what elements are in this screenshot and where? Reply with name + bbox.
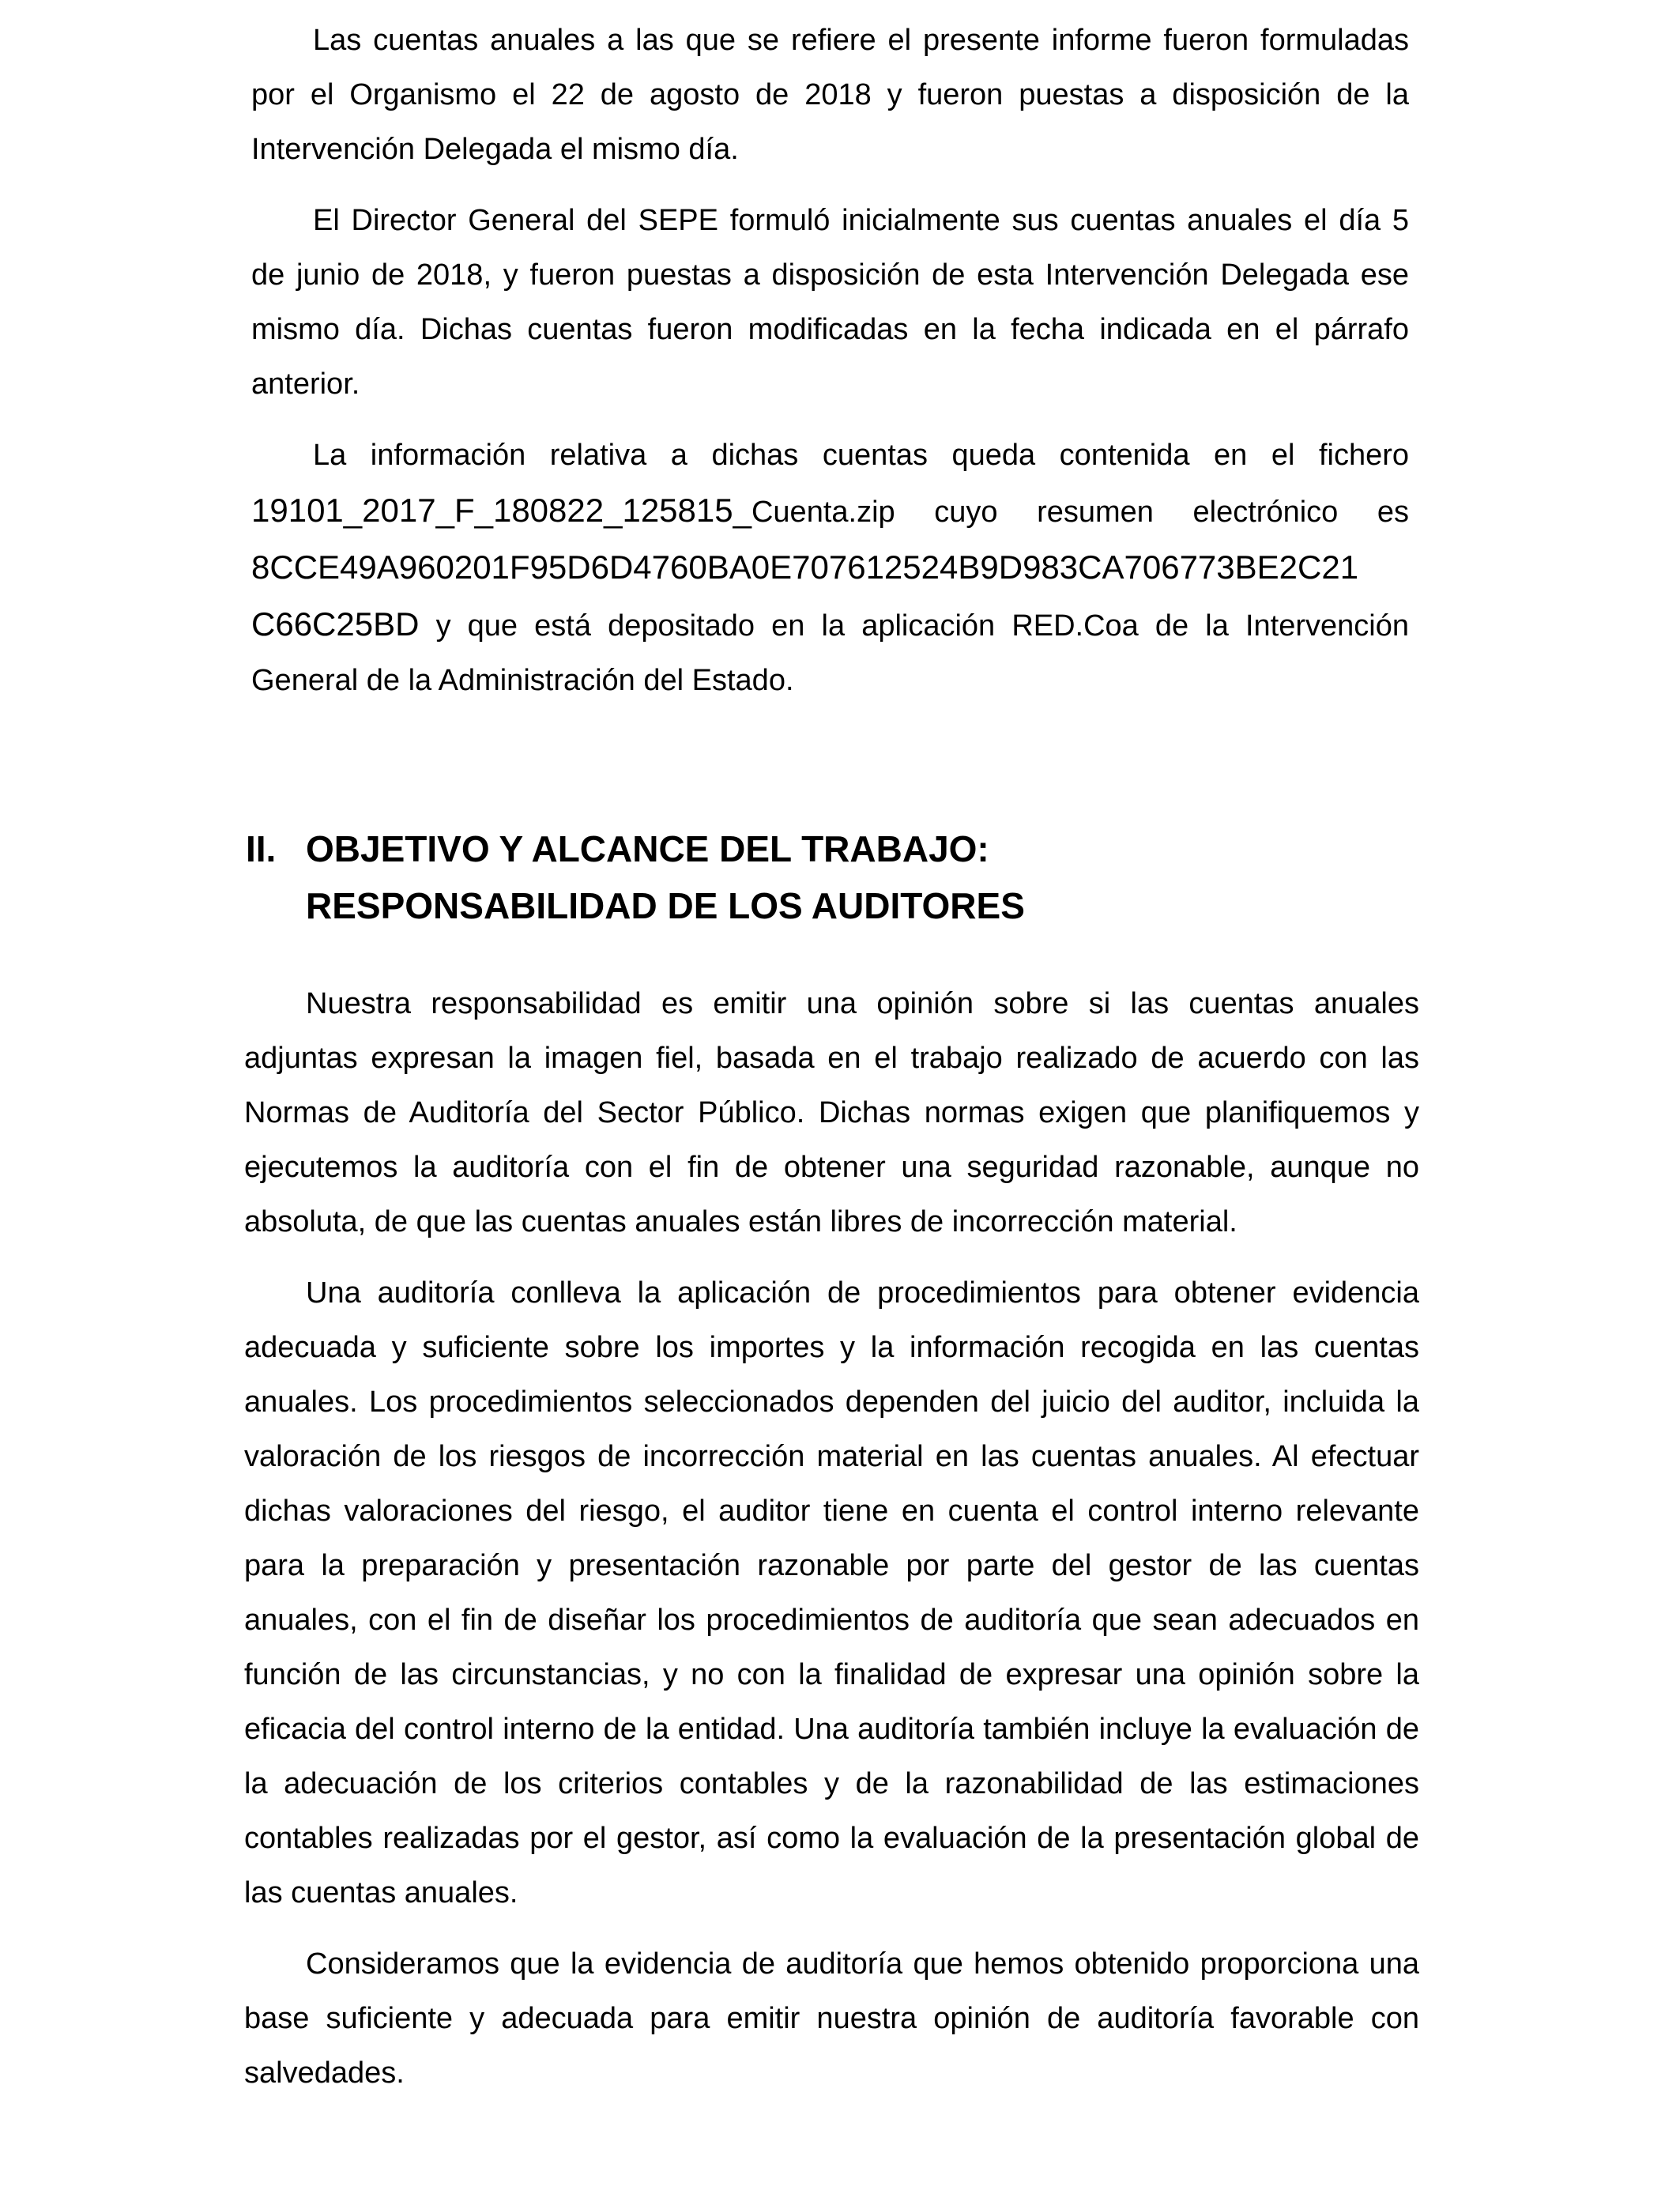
- bottom-paragraphs: [244, 977, 1419, 2101]
- file-info-intro: La información relativa a dichas cuentas queda contenida en el fichero: [313, 439, 1409, 472]
- paragraph-conclusion: Consideramos que la evidencia de auditoría que hemos obtenido proporciona una base suficiente y adecuada para emitir nuestra opinión de auditoría favorable con salvedades.: [244, 1947, 1419, 2090]
- file-info-mid: cuyo resumen electrónico es: [934, 496, 1410, 529]
- paragraph-director: El Director General del SEPE formuló inicialmente sus cuentas anuales el día 5 de junio de 2018, y fueron puestas a disposición de esta Intervención Delegada ese mismo día. Dichas cuentas fueron modificadas en la fecha indicada en el párrafo anterior.: [251, 204, 1409, 401]
- section-title-line1: OBJETIVO Y ALCANCE DEL TRABAJO:: [306, 828, 989, 869]
- file-info-tail-pre: y que está depositado en la aplicación: [435, 609, 996, 643]
- paragraph-file-info: [251, 428, 1409, 708]
- top-paragraphs: [251, 13, 1409, 708]
- hash-part1: 8CCE49A960201F95D6D4760BA0E707612524B9D983CA706773BE2C21: [251, 548, 1359, 586]
- app-name: RED.Coa: [1011, 609, 1139, 643]
- file-name-suffix: Cuenta.zip: [751, 496, 895, 529]
- section-title-line2: RESPONSABILIDAD DE LOS AUDITORES: [306, 885, 1025, 926]
- file-name-prefix: 19101_2017_F_180822_125815_: [251, 492, 751, 529]
- file-info-tail-post: de la Intervención General de la Administración del Estado.: [251, 609, 1409, 697]
- paragraph-procedures: Una auditoría conlleva la aplicación de procedimientos para obtener evidencia adecuada y suficiente sobre los importes y la información recogida en las cuentas anuales. Los procedimientos seleccionados dependen del juicio del auditor, incluida la valoración de los riesgos de incorrección material en las cuentas anuales. Al efectuar dichas valoraciones del riesgo, el auditor tiene en cuenta el control interno relevante para la preparación y presentación razonable por parte del gestor de las cuentas anuales, con el fin de diseñar los procedimientos de auditoría que sean adecuados en función de las circunstancias, y no con la finalidad de expresar una opinión sobre la eficacia del control interno de la entidad. Una auditoría también incluye la evaluación de la adecuación de los criterios contables y de la razonabilidad de las estimaciones contables realizadas por el gestor, así como la evaluación de la presentación global de las cuentas anuales.: [244, 1276, 1419, 1909]
- paragraph-formulation: Las cuentas anuales a las que se refiere el presente informe fueron formuladas por el Organismo el 22 de agosto de 2018 y fueron puestas a disposición de la Intervención Delegada el mismo día.: [251, 24, 1409, 166]
- section-number: II.: [246, 828, 277, 869]
- paragraph-responsibility: Nuestra responsabilidad es emitir una opinión sobre si las cuentas anuales adjuntas expresan la imagen fiel, basada en el trabajo realizado de acuerdo con las Normas de Auditoría del Sector Público. Dichas normas exigen que planifiquemos y ejecutemos la auditoría con el fin de obtener una seguridad razonable, aunque no absoluta, de que las cuentas anuales están libres de incorrección material.: [244, 987, 1419, 1238]
- hash-part2: C66C25BD: [251, 605, 420, 643]
- section-heading: [246, 820, 1431, 934]
